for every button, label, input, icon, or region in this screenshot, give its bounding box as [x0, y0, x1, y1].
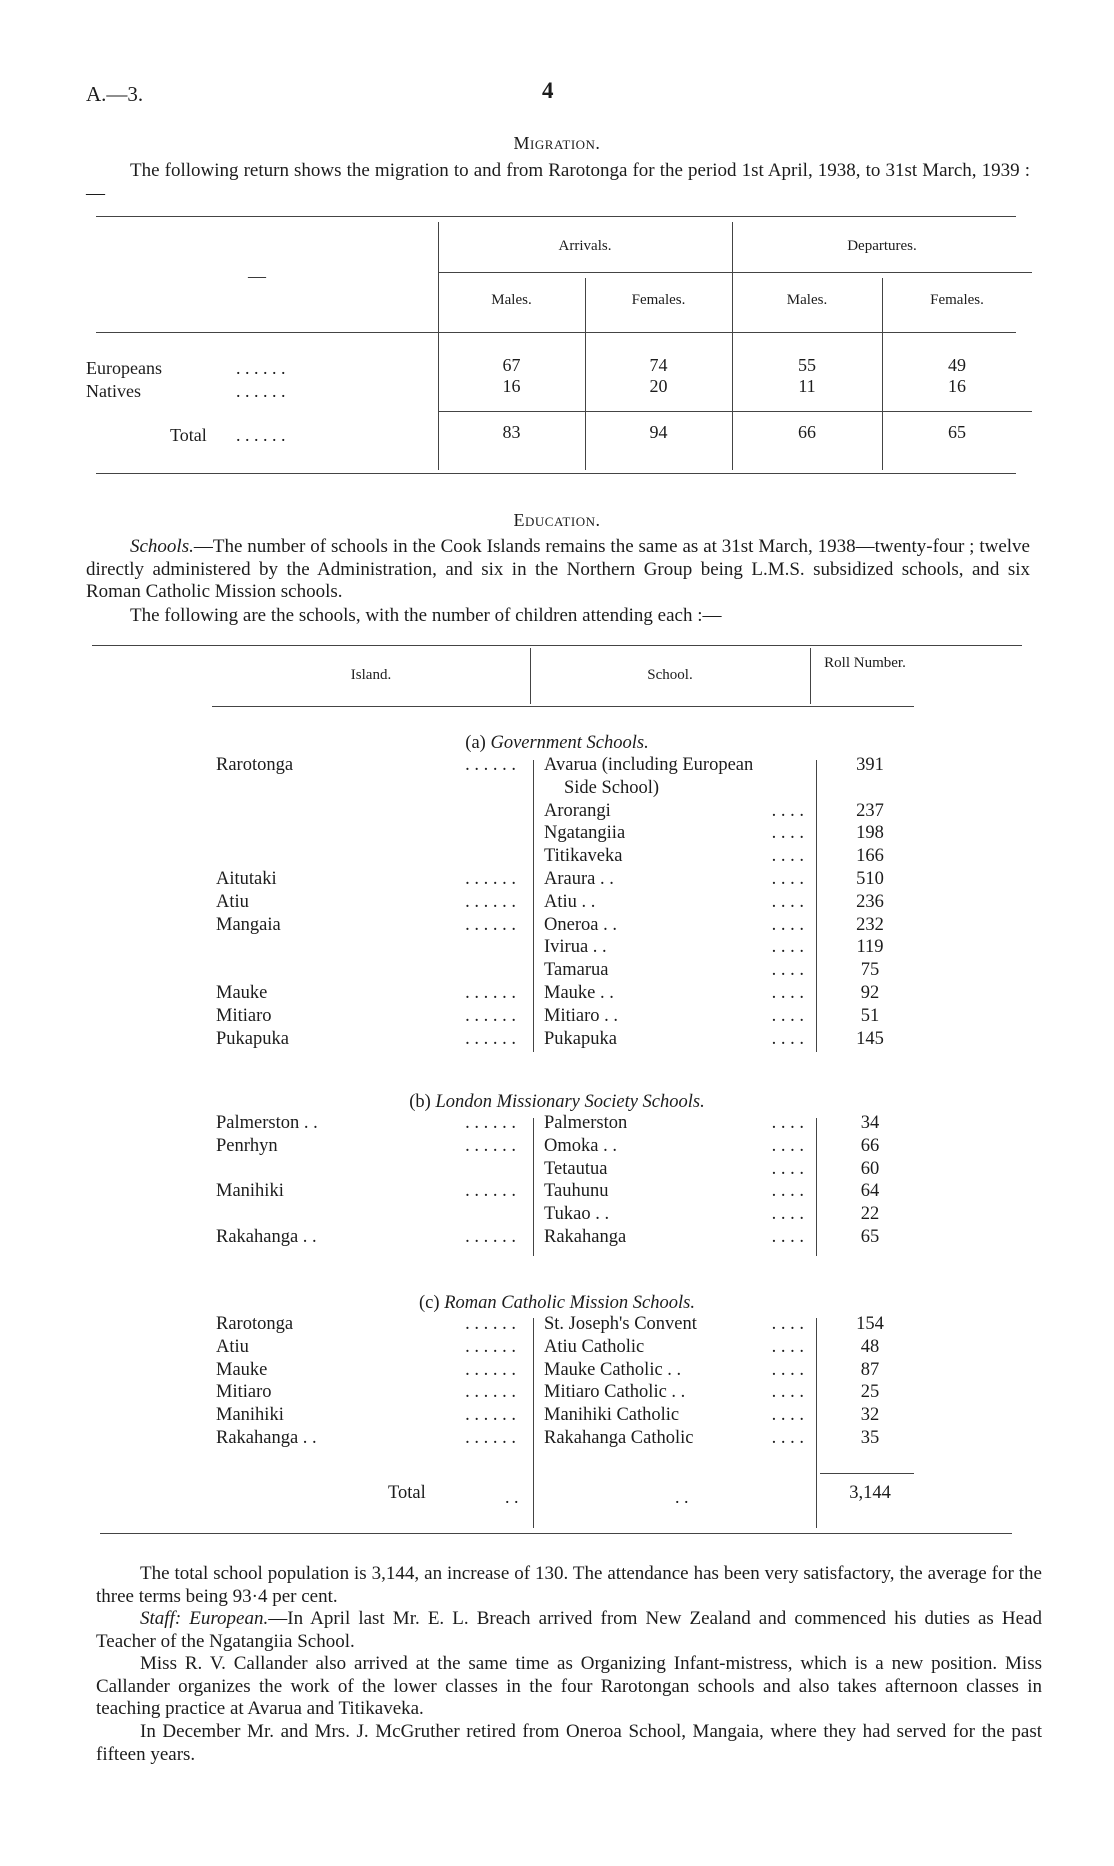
migration-title: Migration. [513, 133, 601, 153]
cell-value: 66 [798, 422, 816, 442]
leader-dots: . . . . . . [465, 983, 516, 1003]
migration-group-arrivals: Arrivals. [558, 238, 612, 254]
leader-dots: . . . . . . [465, 1135, 516, 1156]
section-prefix: (c) [419, 1293, 440, 1313]
section-heading [0, 1293, 1114, 1314]
island-name: Manihiki [216, 1405, 284, 1426]
section-title: Roman Catholic Mission Schools. [444, 1293, 695, 1313]
table-row [0, 869, 1114, 892]
table-row [0, 1029, 1114, 1052]
section-prefix: (b) [409, 1092, 431, 1112]
roll-number: 236 [856, 891, 884, 912]
table-row [0, 937, 1114, 960]
leader-dots: . . . . [771, 983, 804, 1003]
school-name: Mitiaro Catholic . . [544, 1382, 686, 1403]
table-row [0, 1314, 1114, 1337]
island-name: Manihiki [216, 1181, 284, 1202]
school-name: Mitiaro . . [544, 1005, 618, 1026]
schools-header-vline-1 [530, 648, 531, 704]
migration-group-departures: Departures. [847, 238, 917, 254]
leader-dots: . . . . [771, 1336, 804, 1357]
callander-paragraph [96, 1653, 1042, 1721]
roll-number: 145 [856, 1028, 884, 1049]
leader-dots: . . . . . . [465, 891, 516, 912]
leader-dots: . . . . [771, 1028, 804, 1049]
leader-dots: . . . . . . [465, 1428, 516, 1448]
following-paragraph [86, 605, 1030, 628]
roll-number: 198 [856, 823, 884, 844]
section-heading [0, 1092, 1114, 1113]
roll-number: 75 [860, 960, 880, 981]
table-row [0, 1337, 1114, 1360]
total-label: Total [388, 1483, 426, 1503]
table-row [0, 1113, 1114, 1136]
staff-lead: Staff: European. [140, 1608, 269, 1629]
mcgruther-text: In December Mr. and Mrs. J. McGruther retired from Oneroa School, Mangaia, where they had served for the past fifteen years. [96, 1721, 1042, 1765]
section-title: Government Schools. [490, 733, 649, 753]
school-name: Ivirua . . [544, 937, 607, 958]
leader-dots: . . . . [771, 869, 804, 889]
school-name: St. Joseph's Convent [544, 1314, 697, 1334]
mcgruther-paragraph [96, 1721, 1042, 1766]
leader-dots: . . . . . . [465, 1405, 516, 1426]
page-number: 4 [542, 78, 554, 103]
population-paragraph [96, 1563, 1042, 1608]
migration-total-rule [438, 411, 1032, 412]
table-row [0, 846, 1114, 869]
roll-number: 22 [860, 1204, 880, 1225]
cell-value: 67 [502, 355, 521, 375]
leader-dots: . . . . . . [236, 358, 286, 378]
roll-number: 48 [860, 1336, 880, 1357]
island-name: Mangaia [216, 914, 281, 935]
total-leader-dots: . . [505, 1487, 519, 1507]
leader-dots: . . . . . . [465, 1382, 516, 1403]
cell-value: 16 [502, 376, 521, 396]
cell-value: 55 [798, 355, 816, 375]
leader-dots: . . . . [771, 937, 804, 958]
report-reference: A.—3. [86, 82, 144, 106]
section-heading [0, 733, 1114, 754]
island-name: Pukapuka [216, 1028, 289, 1049]
cell-value: 94 [649, 422, 668, 442]
roll-number: 391 [856, 755, 884, 775]
table-row [0, 1006, 1114, 1029]
table-row [0, 1360, 1114, 1383]
cell-value: 16 [948, 376, 966, 396]
leader-dots: . . . . [771, 914, 804, 935]
staff-text: —In April last Mr. E. L. Breach arrived from New Zealand and commenced his duties as Head Teacher of the Ngatangiia School. [96, 1608, 1042, 1652]
leader-dots: . . . . [771, 1181, 804, 1202]
cell-value: 20 [649, 376, 668, 396]
schools-bottom-rule [100, 1533, 1012, 1534]
migration-top-rule [96, 216, 1016, 217]
roll-number: 92 [860, 983, 880, 1003]
school-name: Omoka . . [544, 1135, 617, 1156]
migration-group-rule [438, 272, 1032, 273]
table-row [0, 1159, 1114, 1182]
roll-number: 35 [860, 1428, 880, 1448]
row-label: Europeans [86, 358, 162, 378]
roll-number: 34 [860, 1113, 880, 1133]
following-text: The following are the schools, with the number of children attending each :— [130, 605, 722, 626]
roll-number: 237 [856, 800, 884, 821]
section-prefix: (a) [465, 733, 486, 753]
migration-intro [86, 160, 1030, 205]
leader-dots: . . . . . . [236, 425, 286, 445]
table-row [0, 892, 1114, 915]
roll-number: 232 [856, 914, 884, 935]
header-island: Island. [350, 667, 392, 683]
schools-top-rule [92, 645, 1022, 646]
leader-dots: . . . . [771, 960, 804, 981]
table-row [0, 915, 1114, 938]
cell-value: 83 [502, 422, 521, 442]
island-name: Rarotonga [216, 1314, 294, 1334]
leader-dots: . . . . . . [465, 1181, 516, 1202]
school-name: Mauke . . [544, 983, 614, 1003]
leader-dots: . . . . [771, 1113, 804, 1133]
island-name: Mitiaro [216, 1382, 272, 1403]
leader-dots: . . . . . . [236, 381, 286, 401]
table-row [0, 1204, 1114, 1227]
schools-text: —The number of schools in the Cook Islands remains the same as at 31st March, 1938—twenty-four ; twelve directly administered by the Administration, and six in the Northern Group being L.M.S. subsidized schools, and six Roman Catholic Mission schools. [86, 536, 1030, 602]
migration-sub-dep-females: Females. [930, 292, 984, 308]
header-school: School. [647, 667, 693, 683]
school-name: Tetautua [544, 1158, 608, 1179]
table-row [0, 1136, 1114, 1159]
leader-dots: . . . . . . [465, 1359, 516, 1380]
migration-intro-text: The following return shows the migration to and from Rarotonga for the period 1st April, 1938, to 31st March, 1939 :— [86, 160, 1030, 204]
school-name: Oneroa . . [544, 914, 617, 935]
leader-dots: . . . . . . [465, 755, 516, 775]
cell-value: 74 [649, 355, 668, 375]
leader-dots: . . . . . . [465, 1227, 516, 1247]
school-name: Rakahanga Catholic [544, 1428, 694, 1448]
table-row [0, 1405, 1114, 1428]
table-row [0, 755, 1114, 778]
total-value: 3,144 [849, 1483, 891, 1503]
schools-paragraph [86, 536, 1030, 604]
leader-dots: . . . . . . [465, 869, 516, 889]
island-name: Aitutaki [216, 869, 277, 889]
table-row [0, 801, 1114, 824]
school-name: Araura . . [544, 869, 614, 889]
roll-number: 60 [860, 1158, 880, 1179]
leader-dots: . . . . [771, 1227, 804, 1247]
roll-number: 25 [860, 1382, 880, 1403]
island-name: Rakahanga . . [216, 1428, 317, 1448]
island-name: Penrhyn [216, 1135, 278, 1156]
leader-dots: . . . . [771, 1158, 804, 1179]
island-name: Mauke [216, 1359, 268, 1380]
leader-dots: . . . . [771, 1428, 804, 1448]
school-name: Tauhunu [544, 1181, 609, 1202]
section-title: London Missionary Society Schools. [435, 1092, 705, 1112]
callander-text: Miss R. V. Callander also arrived at the same time as Organizing Infant-mistress, which is a new position. Miss Callander organizes the work of the lower classes in the four Rarotongan schools and also takes afternoon classes in teaching practice at Avarua and Titikaveka. [96, 1653, 1042, 1719]
leader-dots: . . . . [771, 1382, 804, 1403]
table-row [0, 1181, 1114, 1204]
school-name: Tamarua [544, 960, 609, 981]
island-name: Mauke [216, 983, 268, 1003]
leader-dots: . . . . [771, 1314, 804, 1334]
leader-dots: . . . . [771, 846, 804, 867]
roll-number: 64 [860, 1181, 880, 1202]
island-name: Atiu [216, 1336, 249, 1357]
roll-number: 65 [860, 1227, 880, 1247]
school-name: Arorangi [544, 800, 611, 821]
staff-paragraph [96, 1608, 1042, 1653]
population-text: The total school population is 3,144, an increase of 130. The attendance has been very satisfactory, the average for the three terms being 93·4 per cent. [96, 1563, 1042, 1607]
roll-number: 166 [856, 846, 884, 867]
schools-lead: Schools. [130, 536, 194, 557]
table-row [0, 1428, 1114, 1451]
school-name: Ngatangiia [544, 823, 626, 844]
school-name: Avarua (including European [544, 755, 754, 775]
schools-header-vline-2 [810, 648, 811, 704]
leader-dots: . . . . [771, 823, 804, 844]
row-label: Total [170, 425, 207, 445]
migration-header-rule [96, 332, 1016, 333]
cell-value: 65 [948, 422, 966, 442]
migration-sub-dep-males: Males. [786, 292, 828, 308]
school-name: Titikaveka [544, 846, 623, 867]
island-name: Rakahanga . . [216, 1227, 317, 1247]
migration-sub-arr-females: Females. [631, 292, 686, 308]
school-name: Mauke Catholic . . [544, 1359, 682, 1380]
island-name: Mitiaro [216, 1005, 272, 1026]
roll-number: 87 [860, 1359, 880, 1380]
leader-dots: . . . . . . [465, 1314, 516, 1334]
roll-number: 119 [856, 937, 884, 958]
roll-number: 66 [860, 1135, 880, 1156]
leader-dots: . . . . [771, 1135, 804, 1156]
leader-dots: . . . . . . [465, 1028, 516, 1049]
schools-header-rule [212, 706, 914, 707]
school-name: Side School) [564, 777, 660, 798]
school-name: Pukapuka [544, 1028, 617, 1049]
roll-number: 51 [860, 1005, 880, 1026]
island-name: Atiu [216, 891, 249, 912]
table-row [0, 1382, 1114, 1405]
leader-dots: . . . . . . [465, 1113, 516, 1133]
leader-dots: . . . . . . [465, 914, 516, 935]
migration-sub-arr-males: Males. [491, 292, 532, 308]
island-name: Rarotonga [216, 755, 294, 775]
school-name: Tukao . . [544, 1204, 610, 1225]
table-row [0, 778, 1114, 801]
school-name: Atiu . . [544, 891, 596, 912]
leader-dots: . . . . . . [465, 1005, 516, 1026]
leader-dots: . . . . [771, 1359, 804, 1380]
leader-dots: . . . . [771, 891, 804, 912]
total-school-dots: . . [675, 1487, 689, 1507]
roll-total-rule [820, 1473, 914, 1474]
migration-bottom-rule [96, 473, 1016, 474]
school-name: Atiu Catholic [544, 1336, 645, 1357]
header-roll: Roll Number. [824, 655, 906, 671]
migration-corner-dash: — [248, 266, 266, 286]
leader-dots: . . . . [771, 1204, 804, 1225]
table-row [0, 960, 1114, 983]
table-row [0, 983, 1114, 1006]
school-name: Rakahanga [544, 1227, 627, 1247]
leader-dots: . . . . [771, 800, 804, 821]
cell-value: 49 [948, 355, 966, 375]
table-row [0, 1227, 1114, 1250]
roll-number: 510 [856, 869, 884, 889]
row-label: Natives [86, 381, 141, 401]
school-name: Manihiki Catholic [544, 1405, 680, 1426]
table-row [0, 823, 1114, 846]
leader-dots: . . . . . . [465, 1336, 516, 1357]
leader-dots: . . . . [771, 1405, 804, 1426]
cell-value: 11 [798, 376, 816, 396]
roll-number: 32 [860, 1405, 880, 1426]
education-title: Education. [513, 510, 601, 530]
school-name: Palmerston [544, 1113, 628, 1133]
leader-dots: . . . . [771, 1005, 804, 1026]
island-name: Palmerston . . [216, 1113, 318, 1133]
roll-number: 154 [856, 1314, 884, 1334]
